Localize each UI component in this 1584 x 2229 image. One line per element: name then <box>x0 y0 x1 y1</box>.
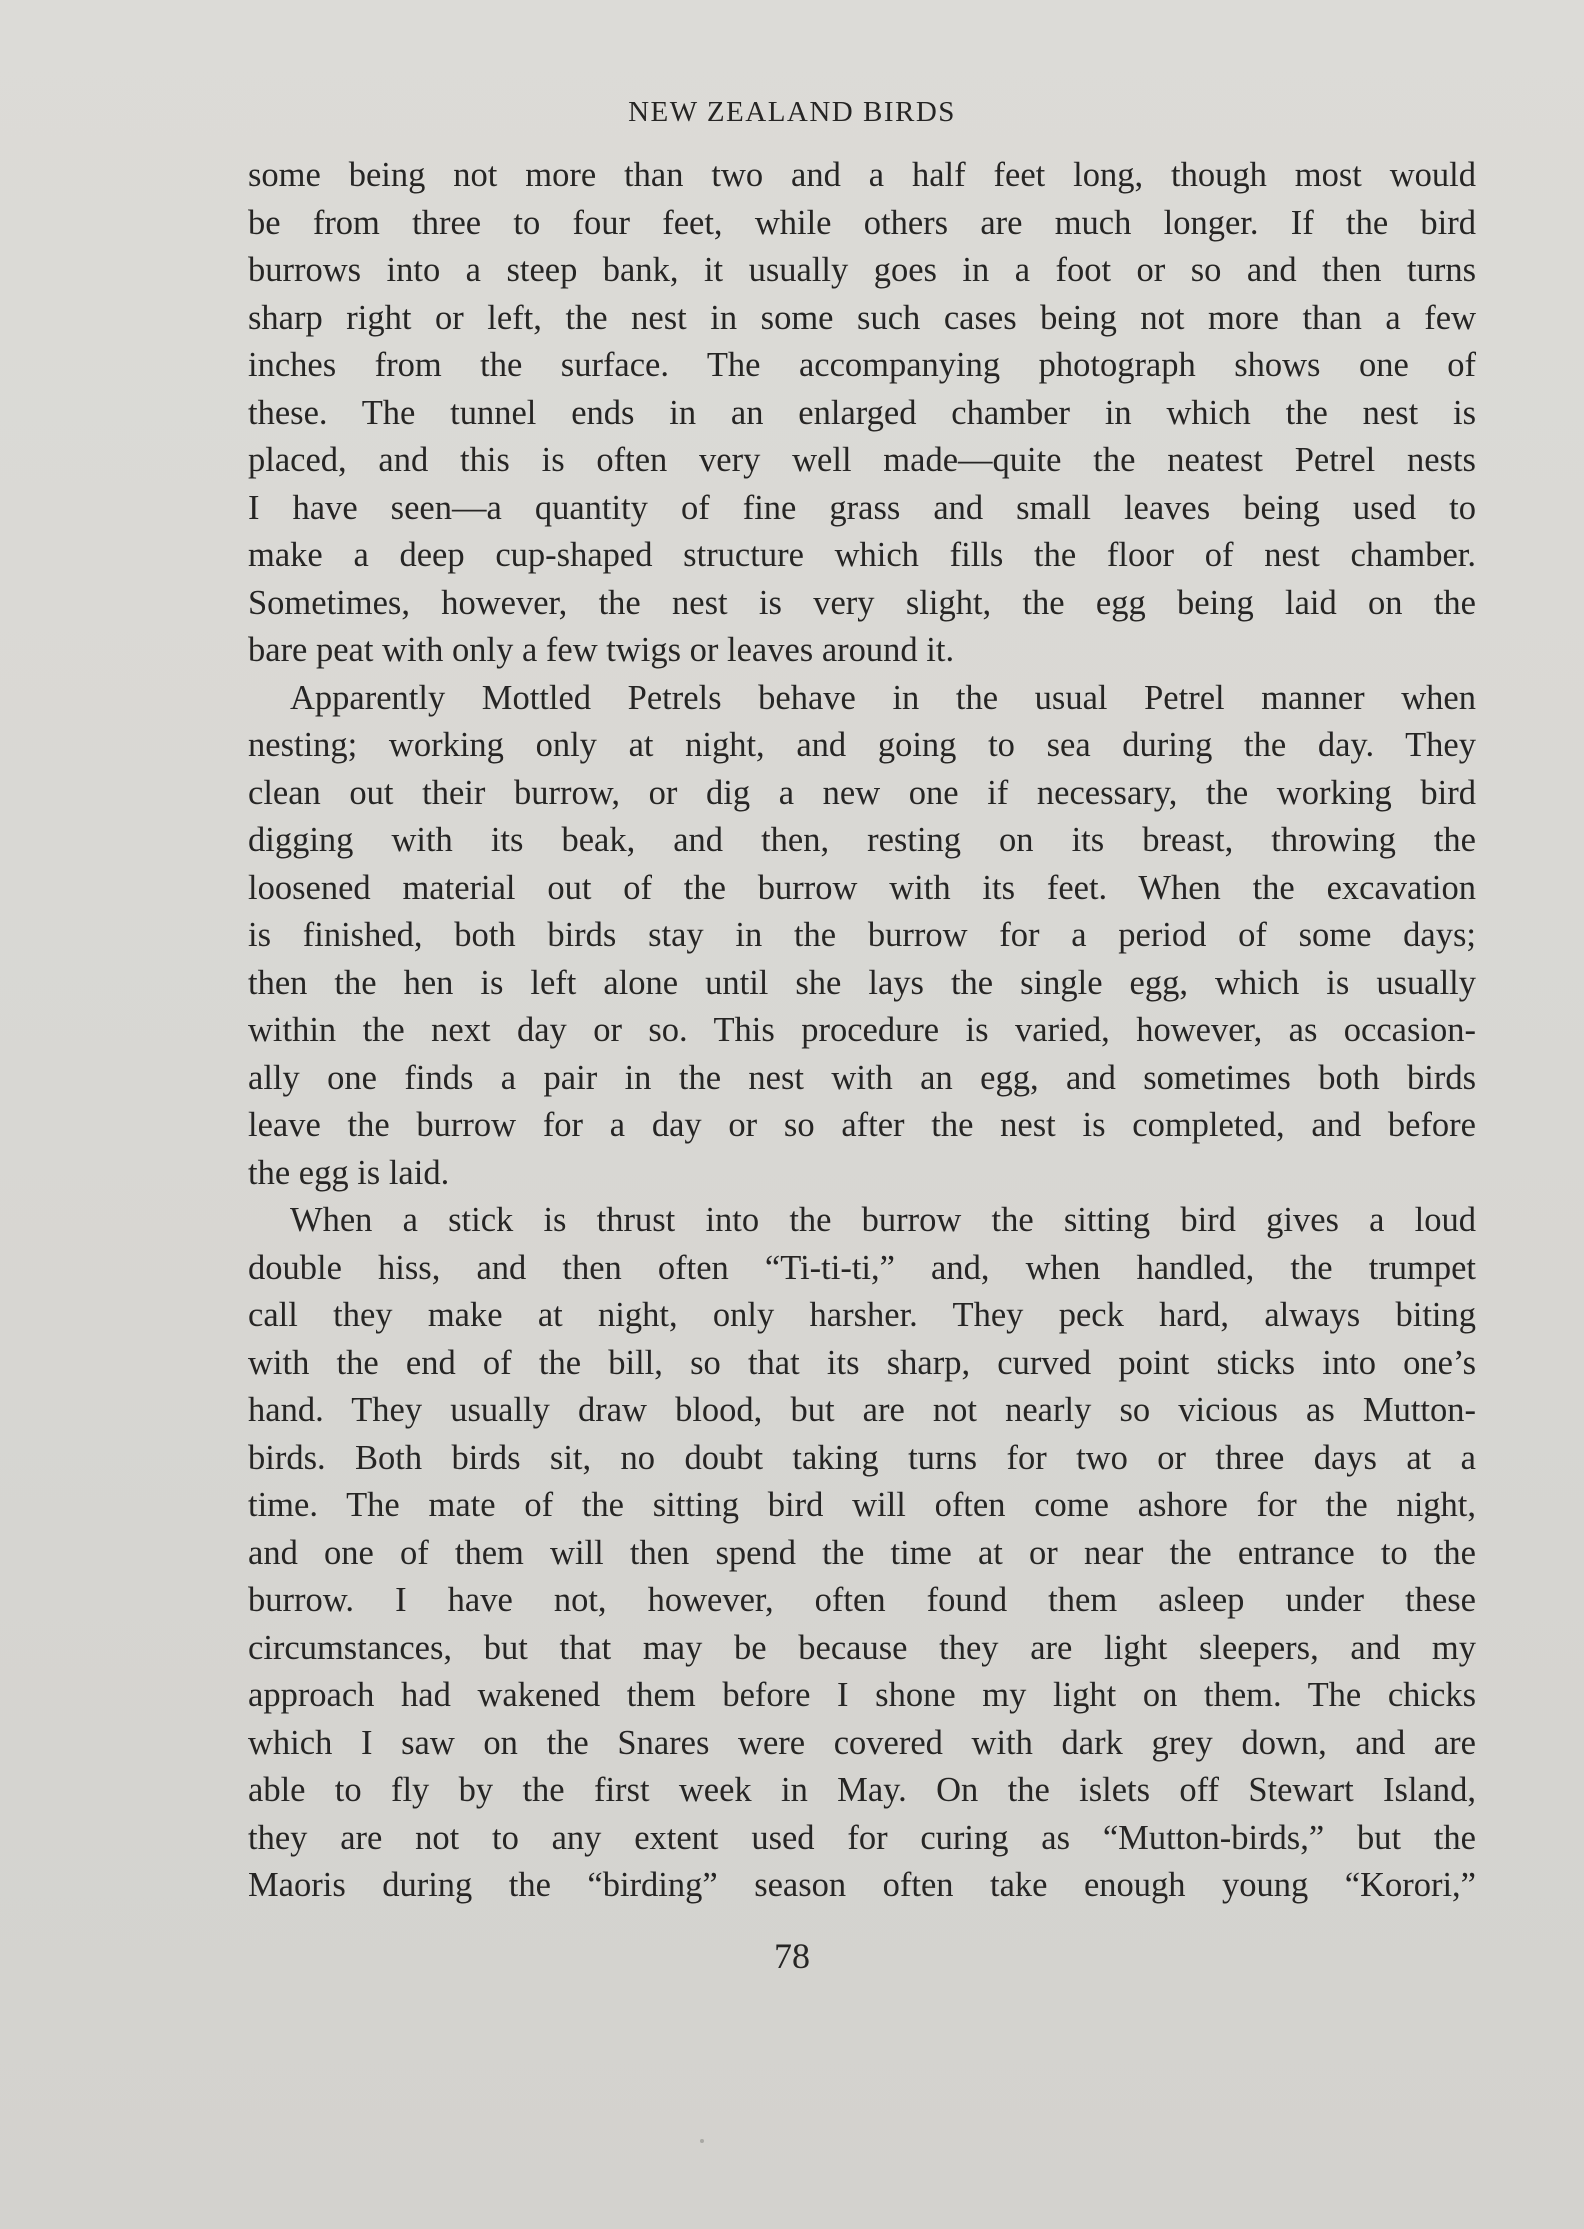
text-line: these. The tunnel ends in an enlarged chamber in which the nest is <box>248 393 1476 432</box>
text-line: with the end of the bill, so that its sharp, curved point sticks into one’s <box>248 1343 1476 1382</box>
text-line: inches from the surface. The accompanying photograph shows one of <box>248 346 1476 384</box>
text-line: Maoris during the “birding” season often take enough young “Korori,” <box>248 1866 1476 1904</box>
text-line: which I saw on the Snares were covered with dark grey down, and are <box>248 1723 1476 1762</box>
text-line: ally one finds a pair in the nest with an egg, and sometimes both birds <box>248 1058 1476 1097</box>
text-line: double hiss, and then often “Ti-ti-ti,” and, when handled, the trumpet <box>248 1248 1476 1287</box>
text-line: digging with its beak, and then, resting on its breast, throwing the <box>248 821 1476 859</box>
text-line: time. The mate of the sitting bird will often come ashore for the night, <box>248 1486 1476 1524</box>
text-line: burrow. I have not, however, often found them asleep under these <box>248 1581 1476 1619</box>
text-line: the egg is laid. <box>248 1153 450 1192</box>
text-line: be from three to four feet, while others are much longer. If the bird <box>248 203 1476 242</box>
text-line: sharp right or left, the nest in some such cases being not more than a few <box>248 298 1476 337</box>
text-line: bare peat with only a few twigs or leaves around it. <box>248 631 955 669</box>
text-line: birds. Both birds sit, no doubt taking turns for two or three days at a <box>248 1438 1476 1477</box>
text-line: approach had wakened them before I shone my light on them. The chicks <box>248 1676 1476 1714</box>
text-line: able to fly by the first week in May. On the islets off Stewart Island, <box>248 1771 1476 1809</box>
text-line: I have seen—a quantity of fine grass and small leaves being used to <box>248 488 1476 527</box>
page-number: 78 <box>774 1936 810 1976</box>
body-text <box>248 152 1476 1910</box>
text-line: some being not more than two and a half feet long, though most would <box>248 156 1476 194</box>
text-line: hand. They usually draw blood, but are not nearly so vicious as Mutton- <box>248 1391 1476 1429</box>
text-line: loosened material out of the burrow with its feet. When the excavation <box>248 868 1476 907</box>
text-line: clean out their burrow, or dig a new one if necessary, the working bird <box>248 773 1476 812</box>
text-line: and one of them will then spend the time at or near the entrance to the <box>248 1533 1476 1572</box>
paper-speck <box>700 2139 704 2143</box>
text-line: make a deep cup-shaped structure which fills the floor of nest chamber. <box>248 536 1476 574</box>
text-line: is finished, both birds stay in the burrow for a period of some days; <box>248 916 1476 954</box>
text-line: placed, and this is often very well made—quite the neatest Petrel nests <box>248 441 1476 479</box>
text-line: nesting; working only at night, and going to sea during the day. They <box>248 726 1476 764</box>
text-line: leave the burrow for a day or so after the nest is completed, and before <box>248 1106 1476 1144</box>
running-head: NEW ZEALAND BIRDS <box>628 96 956 128</box>
text-line: call they make at night, only harsher. They peck hard, always biting <box>248 1296 1476 1334</box>
text-line: Sometimes, however, the nest is very slight, the egg being laid on the <box>248 583 1476 622</box>
text-line: burrows into a steep bank, it usually goes in a foot or so and then turns <box>248 251 1476 289</box>
text-line: they are not to any extent used for curing as “Mutton-birds,” but the <box>248 1818 1476 1857</box>
text-line: Apparently Mottled Petrels behave in the usual Petrel manner when <box>290 678 1476 717</box>
text-line: When a stick is thrust into the burrow the sitting bird gives a loud <box>290 1201 1476 1239</box>
text-line: circumstances, but that may be because they are light sleepers, and my <box>248 1628 1476 1667</box>
text-line: then the hen is left alone until she lays the single egg, which is usually <box>248 963 1476 1002</box>
text-line: within the next day or so. This procedure is varied, however, as occasion- <box>248 1011 1476 1049</box>
